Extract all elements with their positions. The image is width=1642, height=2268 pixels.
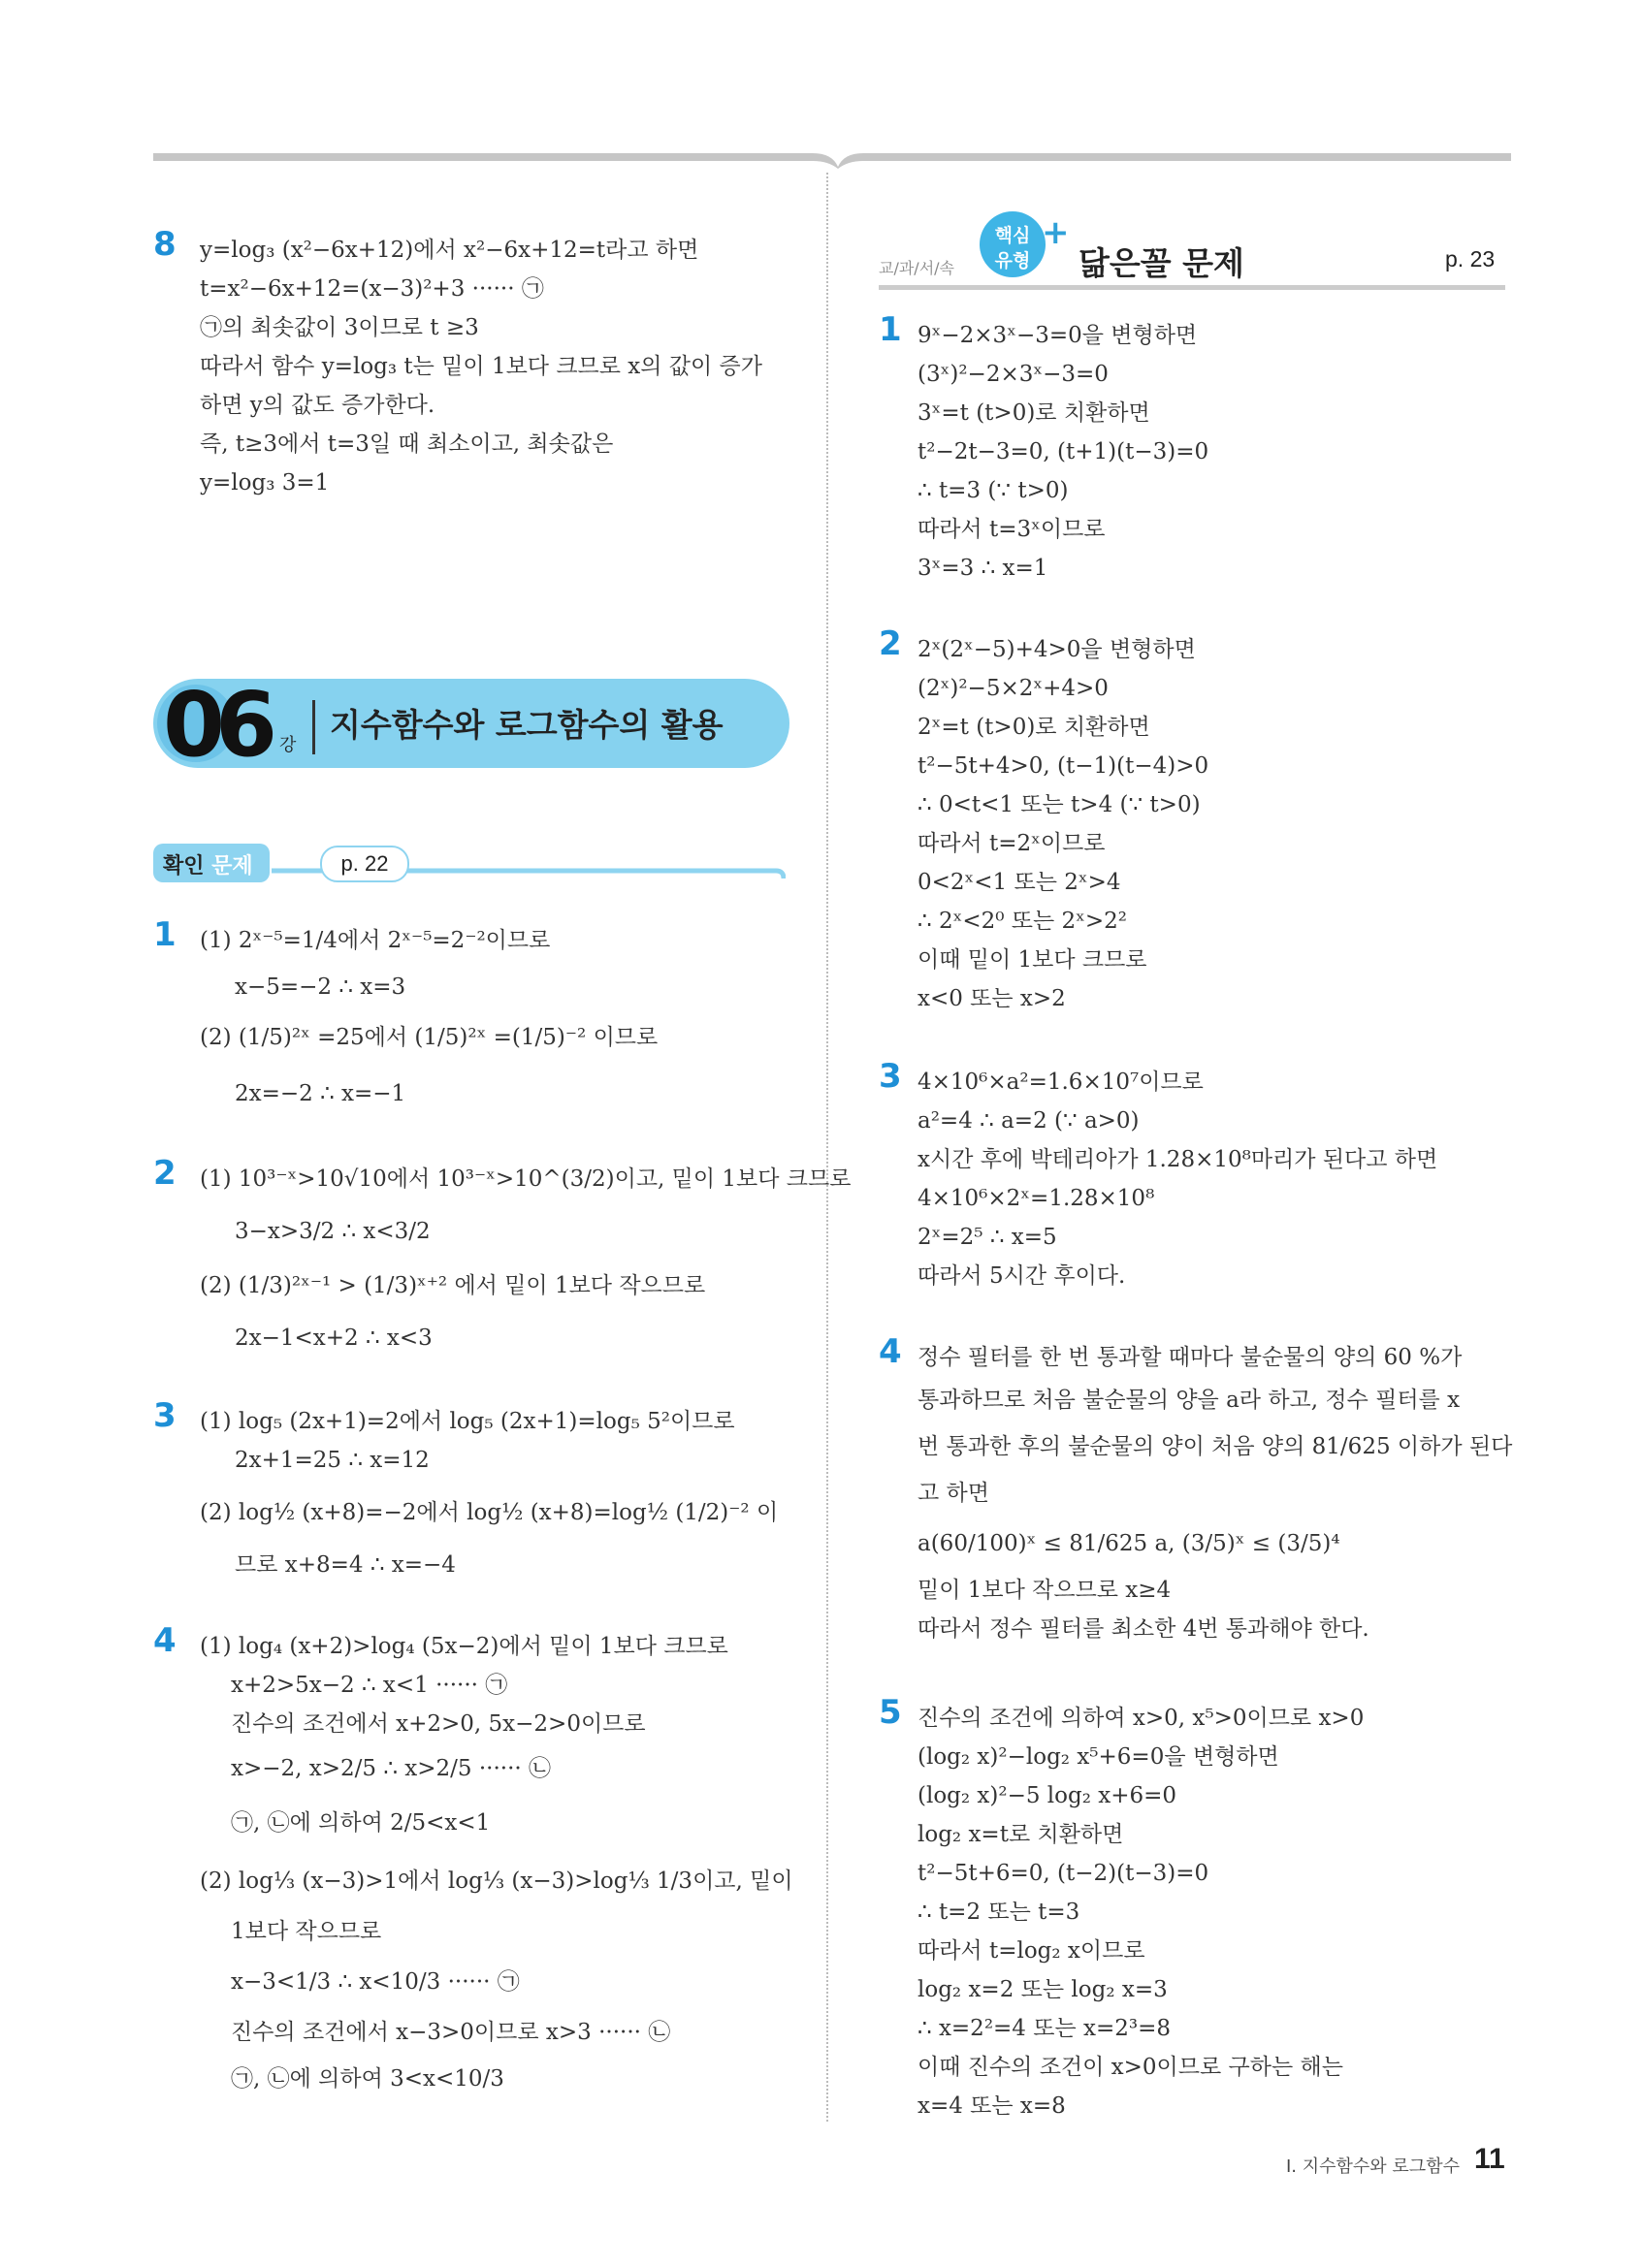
header-plus-icon: + xyxy=(1042,213,1070,252)
solution-line: (2) log½ (x+8)=−2에서 log½ (x+8)=log½ (1/2)⁻² 이 xyxy=(200,1500,779,1525)
solution-line: 진수의 조건에서 x+2>0, 5x−2>0이므로 xyxy=(231,1711,646,1737)
problem-number: 1 xyxy=(879,310,902,349)
problem-number: 2 xyxy=(879,624,902,663)
solution-line: (2ˣ)²−5×2ˣ+4>0 xyxy=(918,676,1109,701)
solution-line: (log₂ x)²−log₂ x⁵+6=0을 변형하면 xyxy=(918,1744,1279,1770)
chapter-number: 06 xyxy=(163,673,269,777)
solution-line: (1) log₄ (x+2)>log₄ (5x−2)에서 밑이 1보다 크므로 xyxy=(200,1634,728,1659)
solution-line: ∴ 2ˣ<2⁰ 또는 2ˣ>2² xyxy=(918,909,1128,934)
solution-line: 4×10⁶×2ˣ=1.28×10⁸ xyxy=(918,1186,1155,1211)
header-title: 닮은꼴 문제 xyxy=(1079,244,1244,282)
solution-line: 2ˣ=2⁵ ∴ x=5 xyxy=(918,1225,1057,1250)
solution-line: x시간 후에 박테리아가 1.28×10⁸마리가 된다고 하면 xyxy=(918,1147,1438,1172)
solution-line: 즉, t≥3에서 t=3일 때 최소이고, 최솟값은 xyxy=(200,431,614,457)
solution-line: 따라서 t=3ˣ이므로 xyxy=(918,517,1106,542)
solution-line: (1) 2ˣ⁻⁵=1/4에서 2ˣ⁻⁵=2⁻²이므로 xyxy=(200,928,551,953)
solution-line: 이때 밑이 1보다 크므로 xyxy=(918,947,1147,973)
solution-line: 므로 x+8=4 ∴ x=−4 xyxy=(235,1552,456,1578)
solution-line: (2) (1/3)²ˣ⁻¹ > (1/3)ˣ⁺² 에서 밑이 1보다 작으므로 xyxy=(200,1273,706,1298)
problem-number: 3 xyxy=(879,1057,902,1096)
solution-line: t=x²−6x+12=(x−3)²+3 ······ ㉠ xyxy=(200,276,544,302)
chapter-title: 지수함수와 로그함수의 활용 xyxy=(330,706,724,744)
problem-number: 2 xyxy=(153,1154,177,1193)
solution-line: 따라서 정수 필터를 최소한 4번 통과해야 한다. xyxy=(918,1616,1369,1642)
solution-line: 2x+1=25 ∴ x=12 xyxy=(235,1448,430,1473)
solution-line: 3ˣ=3 ∴ x=1 xyxy=(918,556,1048,581)
solution-line: 2ˣ=t (t>0)로 치환하면 xyxy=(918,715,1150,740)
solution-line: t²−5t+4>0, (t−1)(t−4)>0 xyxy=(918,753,1209,779)
solution-line: 따라서 t=log₂ x이므로 xyxy=(918,1938,1145,1964)
header-badge-top: 핵심 xyxy=(994,225,1031,246)
solution-line: t²−2t−3=0, (t+1)(t−3)=0 xyxy=(918,439,1209,464)
solution-line: 따라서 함수 y=log₃ t는 밑이 1보다 크므로 x의 값이 증가 xyxy=(200,354,762,379)
solution-line: (3ˣ)²−2×3ˣ−3=0 xyxy=(918,362,1109,387)
solution-line: x=4 또는 x=8 xyxy=(918,2093,1066,2119)
solution-line: 고 하면 xyxy=(918,1481,989,1506)
solution-line: log₂ x=2 또는 log₂ x=3 xyxy=(918,1977,1168,2002)
solution-line: (2) (1/5)²ˣ =25에서 (1/5)²ˣ =(1/5)⁻² 이므로 xyxy=(200,1025,659,1050)
top-divider-bar xyxy=(153,147,1511,169)
solution-line: 3ˣ=t (t>0)로 치환하면 xyxy=(918,400,1150,426)
solution-line: 이때 진수의 조건이 x>0이므로 구하는 해는 xyxy=(918,2055,1343,2080)
solution-line: (log₂ x)²−5 log₂ x+6=0 xyxy=(918,1783,1177,1808)
header-rule xyxy=(879,285,1505,290)
footer-section-title: I. 지수함수와 로그함수 xyxy=(1286,2156,1460,2177)
solution-line: y=log₃ (x²−6x+12)에서 x²−6x+12=t라고 하면 xyxy=(200,238,699,263)
problem-number: 4 xyxy=(153,1621,177,1660)
solution-line: 2ˣ(2ˣ−5)+4>0을 변형하면 xyxy=(918,637,1196,662)
solution-line: x−5=−2 ∴ x=3 xyxy=(235,974,406,1000)
column-divider xyxy=(826,173,828,2122)
solution-line: 4×10⁶×a²=1.6×10⁷이므로 xyxy=(918,1070,1204,1095)
solution-line: 번 통과한 후의 불순물의 양이 처음 양의 81/625 이하가 된다 xyxy=(918,1434,1513,1459)
solution-line: 밑이 1보다 작으므로 x≥4 xyxy=(918,1578,1172,1603)
chapter-suffix: 강 xyxy=(279,735,297,755)
solution-line: 진수의 조건에서 x−3>0이므로 x>3 ······ ㉡ xyxy=(231,2020,671,2045)
chapter-separator xyxy=(312,700,315,754)
solution-line: a(60/100)ˣ ≤ 81/625 a, (3/5)ˣ ≤ (3/5)⁴ xyxy=(918,1531,1340,1556)
check-tag-label-b: 문제 xyxy=(204,854,253,878)
solution-line: 따라서 t=2ˣ이므로 xyxy=(918,831,1106,856)
solution-line: (1) log₅ (2x+1)=2에서 log₅ (2x+1)=log₅ 5²이므로 xyxy=(200,1409,735,1434)
solution-line: x<0 또는 x>2 xyxy=(918,986,1066,1011)
solution-line: 2x=−2 ∴ x=−1 xyxy=(235,1081,406,1106)
solution-line: ㉠, ㉡에 의하여 3<x<10/3 xyxy=(231,2066,504,2092)
solution-line: ㉠의 최솟값이 3이므로 t ≥3 xyxy=(200,315,479,340)
problem-number: 1 xyxy=(153,915,177,954)
solution-line: 9ˣ−2×3ˣ−3=0을 변형하면 xyxy=(918,323,1198,348)
solution-line: 1보다 작으므로 xyxy=(231,1919,382,1944)
header-badge xyxy=(980,211,1046,277)
check-tag-label-a: 확인 xyxy=(163,854,205,878)
solution-line: 따라서 5시간 후이다. xyxy=(918,1263,1126,1289)
solution-line: ∴ x=2²=4 또는 x=2³=8 xyxy=(918,2016,1172,2041)
check-tag-label xyxy=(163,849,253,879)
solution-line: y=log₃ 3=1 xyxy=(200,470,330,495)
solution-line: ∴ 0<t<1 또는 t>4 (∵ t>0) xyxy=(918,792,1201,817)
solution-line: x−3<1/3 ∴ x<10/3 ······ ㉠ xyxy=(231,1969,520,1995)
solution-line: t²−5t+6=0, (t−2)(t−3)=0 xyxy=(918,1861,1209,1886)
header-small-label: 교/과/서/속 xyxy=(879,259,954,277)
check-tag-page: p. 22 xyxy=(320,846,409,882)
solution-line: 정수 필터를 한 번 통과할 때마다 불순물의 양의 60 %가 xyxy=(918,1345,1463,1370)
solution-line: (1) 10³⁻ˣ>10√10에서 10³⁻ˣ>10^(3/2)이고, 밑이 1보다 크므로 xyxy=(200,1166,852,1192)
solution-line: ∴ t=3 (∵ t>0) xyxy=(918,478,1069,503)
solution-line: 하면 y의 값도 증가한다. xyxy=(200,393,435,418)
solution-line: x>−2, x>2/5 ∴ x>2/5 ······ ㉡ xyxy=(231,1756,552,1781)
solution-line: 3−x>3/2 ∴ x<3/2 xyxy=(235,1219,431,1244)
solution-line: 2x−1<x+2 ∴ x<3 xyxy=(235,1326,433,1351)
header-page: p. 23 xyxy=(1445,246,1496,272)
solution-line: 통과하므로 처음 불순물의 양을 a라 하고, 정수 필터를 x xyxy=(918,1388,1461,1413)
solution-line: (2) log⅓ (x−3)>1에서 log⅓ (x−3)>log⅓ 1/3이고, 밑이 xyxy=(200,1869,793,1894)
problem-number: 4 xyxy=(879,1332,902,1371)
solution-line: ㉠, ㉡에 의하여 2/5<x<1 xyxy=(231,1810,491,1836)
solution-line: 0<2ˣ<1 또는 2ˣ>4 xyxy=(918,870,1121,895)
solution-line: log₂ x=t로 치환하면 xyxy=(918,1822,1124,1847)
solution-line: a²=4 ∴ a=2 (∵ a>0) xyxy=(918,1108,1140,1134)
solution-line: 진수의 조건에 의하여 x>0, x⁵>0이므로 x>0 xyxy=(918,1706,1365,1731)
problem-number: 5 xyxy=(879,1693,902,1732)
page-number: 11 xyxy=(1474,2143,1505,2175)
problem-number: 3 xyxy=(153,1396,177,1435)
solution-line: ∴ t=2 또는 t=3 xyxy=(918,1900,1080,1925)
header-badge-bottom: 유형 xyxy=(994,250,1031,272)
problem-number: 8 xyxy=(153,225,177,264)
solution-line: x+2>5x−2 ∴ x<1 ······ ㉠ xyxy=(231,1673,508,1698)
